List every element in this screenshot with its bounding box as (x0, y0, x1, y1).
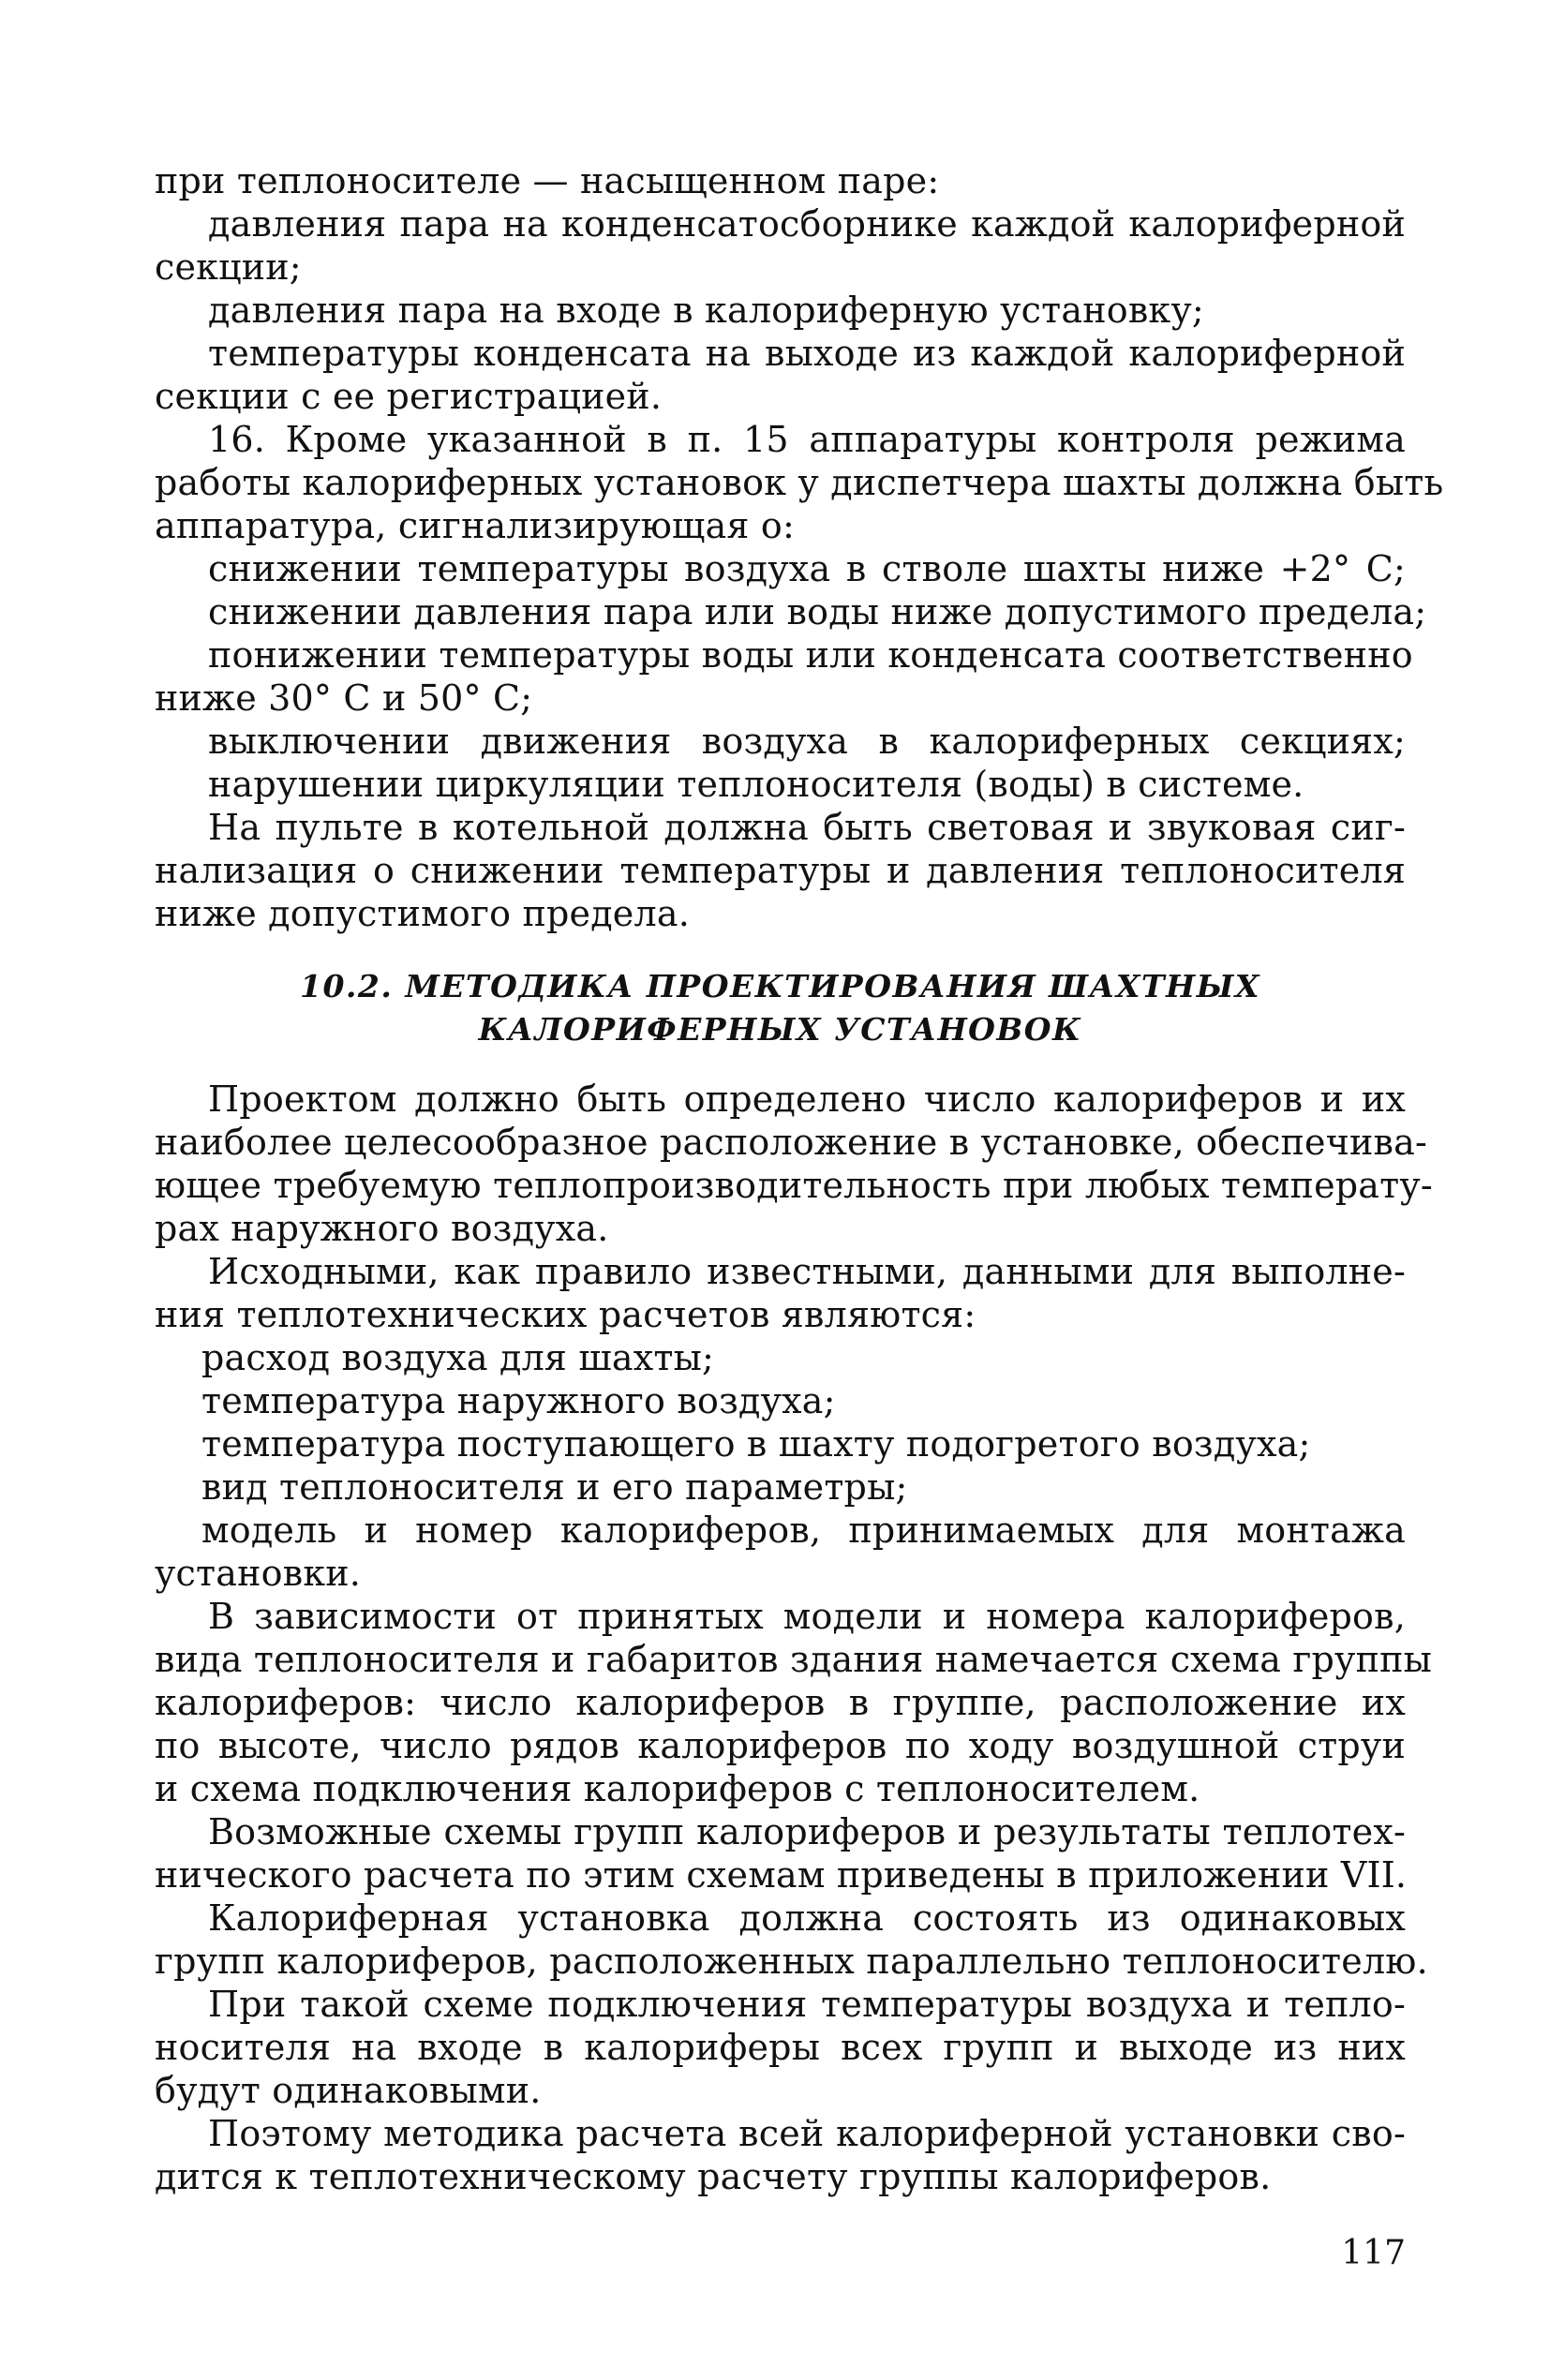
text-line: аппаратура, сигнализирующая о: (155, 505, 795, 546)
text-line: групп калориферов, расположенных параллельно теплоносителю. (155, 1941, 1428, 1982)
text-line: выключении движения воздуха в калориферных секциях; (208, 721, 1406, 762)
text-line: будут одинаковыми. (155, 2070, 542, 2111)
text-line: секции с ее регистрацией. (155, 376, 663, 417)
text-line: снижении давления пара или воды ниже допустимого предела; (208, 591, 1427, 632)
text-line: В зависимости от принятых модели и номера калориферов, (208, 1596, 1406, 1637)
text-line: При такой схеме подключения температуры воздуха и тепло- (208, 1984, 1406, 2025)
text-line: установки. (155, 1553, 362, 1594)
text-line: работы калориферных установок у диспетчера шахты должна быть (155, 462, 1444, 503)
page-number: 117 (1341, 2234, 1406, 2272)
text-line: нализация о снижении температуры и давления теплоносителя (155, 850, 1406, 891)
text-line: и схема подключения калориферов с теплоносителем. (155, 1768, 1200, 1809)
text-line: при теплоносителе — насыщенном паре: (155, 160, 940, 201)
text-line: снижении температуры воздуха в стволе шахты ниже +2° С; (208, 548, 1406, 589)
text-line: ниже допустимого предела. (155, 893, 690, 934)
text-line: наиболее целесообразное расположение в установке, обеспечива- (155, 1122, 1428, 1163)
text-line: нического расчета по этим схемам приведены в приложении VII. (155, 1854, 1408, 1896)
text-line: понижении температуры воды или конденсата соответственно (208, 634, 1413, 676)
text-line: дится к теплотехническому расчету группы калориферов. (155, 2156, 1272, 2197)
text-line: секции; (155, 246, 302, 288)
text-line: рах наружного воздуха. (155, 1208, 609, 1249)
text-line: температуры конденсата на выходе из каждой калориферной (208, 333, 1406, 374)
text-line: ниже 30° С и 50° С; (155, 677, 533, 719)
text-line: Поэтому методика расчета всей калориферной установки сво- (208, 2113, 1406, 2154)
text-line: ющее требуемую теплопроизводительность при любых температу- (155, 1165, 1433, 1206)
text-line: температура наружного воздуха; (201, 1380, 836, 1421)
text-line: Возможные схемы групп калориферов и результаты теплотех- (208, 1811, 1406, 1852)
text-line: модель и номер калориферов, принимаемых для монтажа (201, 1510, 1406, 1551)
text-line: калориферов: число калориферов в группе, расположение их (155, 1682, 1406, 1723)
text-line: вид теплоносителя и его параметры; (201, 1466, 908, 1508)
text-line: На пульте в котельной должна быть световая и звуковая сиг- (208, 807, 1406, 848)
text-line: температура поступающего в шахту подогретого воздуха; (201, 1423, 1311, 1465)
text-line: вида теплоносителя и габаритов здания намечается схема группы (155, 1639, 1433, 1680)
text-line: Калориферная установка должна состоять из одинаковых (208, 1897, 1406, 1939)
text-line: Проектом должно быть определено число калориферов и их (208, 1078, 1406, 1120)
section-heading: 10.2. МЕТОДИКА ПРОЕКТИРОВАНИЯ ШАХТНЫХ (300, 968, 1260, 1004)
text-line: давления пара на входе в калориферную установку; (208, 290, 1204, 331)
text-line: Исходными, как правило известными, данными для выполне- (208, 1251, 1406, 1292)
text-line: давления пара на конденсатосборнике каждой калориферной (208, 203, 1406, 245)
text-line: расход воздуха для шахты; (201, 1337, 715, 1378)
text-line: по высоте, число рядов калориферов по ходу воздушной струи (155, 1725, 1406, 1766)
section-heading: КАЛОРИФЕРНЫХ УСТАНОВОК (478, 1011, 1082, 1048)
text-line: 16. Кроме указанной в п. 15 аппаратуры контроля режима (208, 419, 1406, 460)
text-line: носителя на входе в калориферы всех групп и выходе из них (155, 2027, 1406, 2068)
text-line: нарушении циркуляции теплоносителя (воды) в системе. (208, 764, 1304, 805)
text-line: ния теплотехнических расчетов являются: (155, 1294, 976, 1335)
